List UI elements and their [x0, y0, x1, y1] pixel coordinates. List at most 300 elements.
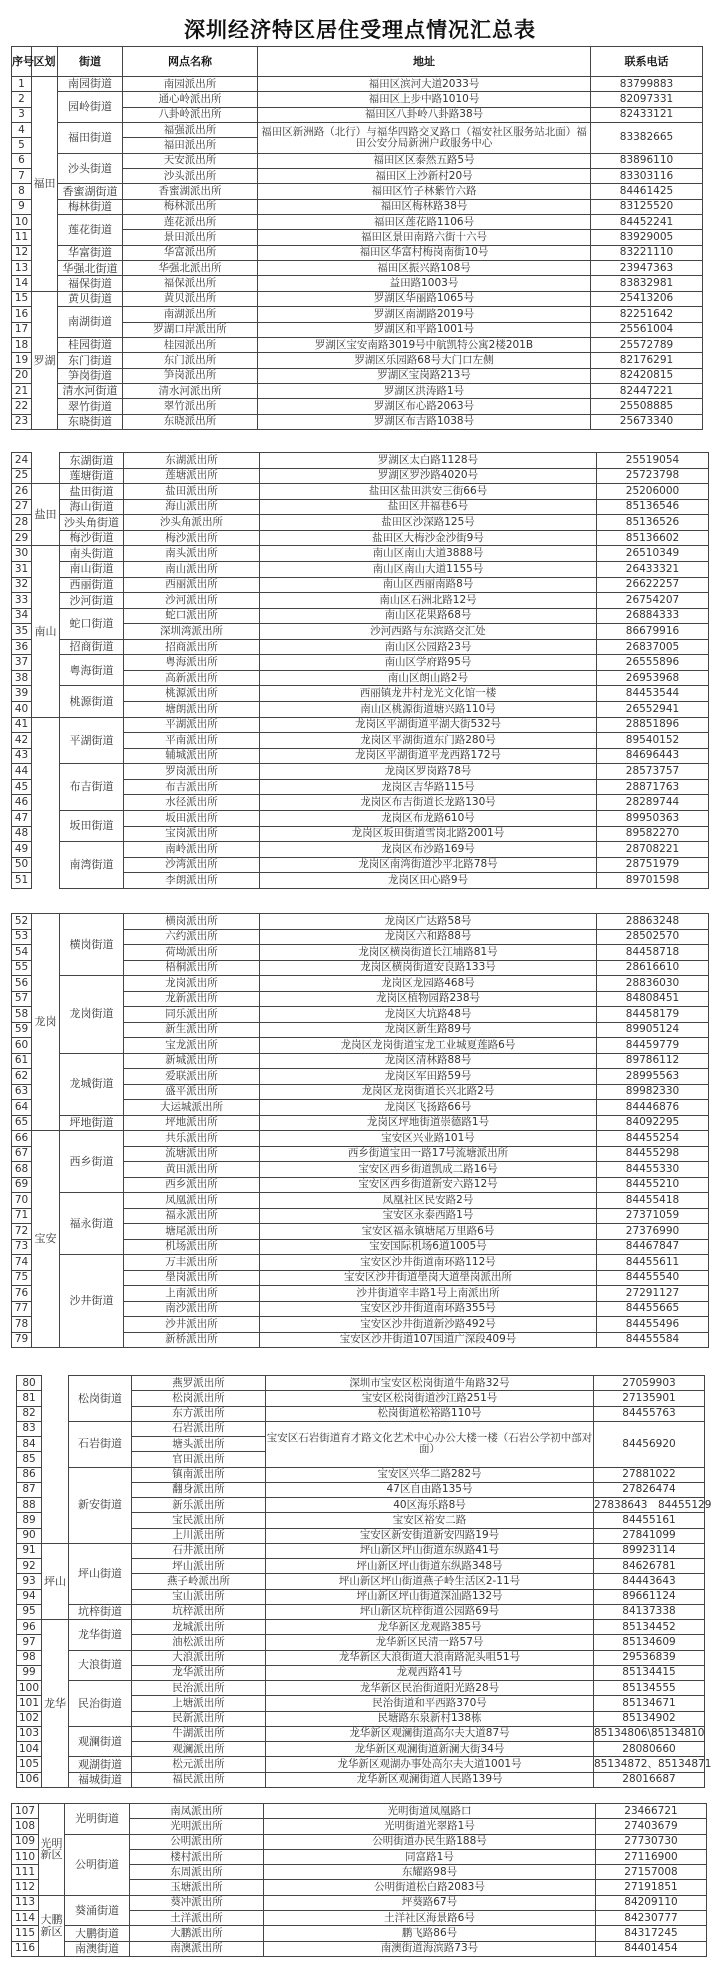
station-address: 坪山新区坪山街道燕子岭生活区2-11号: [266, 1574, 594, 1589]
street-cell: 大浪街道: [69, 1650, 132, 1681]
table-row: [12, 1926, 707, 1941]
station-name: 塘尾派出所: [124, 1224, 260, 1240]
district-cell: 坪山: [42, 1543, 69, 1619]
station-phone: 84455665: [597, 1301, 709, 1317]
column-header-station: 网点名称: [123, 47, 258, 77]
row-number: 53: [12, 929, 32, 945]
station-address: 龙华新区观澜街道新澜大街34号: [266, 1742, 594, 1757]
table-row: [12, 717, 709, 733]
street-cell: 梅沙街道: [60, 530, 124, 546]
row-number: 68: [12, 1162, 32, 1178]
station-phone: 26433321: [597, 561, 709, 577]
station-phone: 27135901: [594, 1391, 705, 1406]
station-name: 南岭派出所: [124, 842, 260, 858]
station-name: 宝龙派出所: [124, 1038, 260, 1054]
row-number: 75: [12, 1270, 32, 1286]
station-name: 新乐派出所: [132, 1498, 266, 1513]
station-name: 大运城派出所: [124, 1100, 260, 1116]
street-cell: 园岭街道: [58, 92, 123, 123]
station-name: 香蜜湖派出所: [123, 184, 258, 199]
column-header-district: 区划: [32, 47, 58, 77]
row-number: 10: [12, 215, 32, 230]
station-name: 壆岗派出所: [124, 1270, 260, 1286]
station-name: 楼村派出所: [130, 1849, 264, 1864]
street-cell: 东门街道: [58, 353, 123, 368]
station-address: 龙华新区大浪街道大浪南路泥头咀51号: [266, 1650, 594, 1665]
station-name: 燕罗派出所: [132, 1376, 266, 1391]
row-number: 14: [12, 276, 32, 291]
street-cell: 桃源街道: [60, 686, 124, 717]
station-address: 福田区区泰然五路5号: [258, 153, 591, 168]
row-number: 24: [12, 453, 32, 469]
station-phone: 27376990: [597, 1224, 709, 1240]
station-phone: 28289744: [597, 795, 709, 811]
station-address: 龙岗区龙园路468号: [260, 976, 597, 992]
station-phone: 84455330: [597, 1162, 709, 1178]
station-name: 南园派出所: [123, 77, 258, 92]
station-address: 宝安区新安街道新安四路19号: [266, 1528, 594, 1543]
street-cell: 沙井街道: [60, 1255, 124, 1348]
table-row: [12, 1115, 709, 1131]
row-number: 85: [17, 1452, 42, 1467]
station-name: 石井派出所: [132, 1543, 266, 1558]
station-name: 粤海派出所: [124, 655, 260, 671]
station-address: 宝安区福永镇塘尾万里路6号: [260, 1224, 597, 1240]
station-phone: 26622257: [597, 577, 709, 593]
row-number: 45: [12, 779, 32, 795]
table-section-1: [11, 46, 703, 430]
station-phone: 84452241: [591, 215, 703, 230]
street-cell: 笋岗街道: [58, 368, 123, 383]
station-address: 龙岗区平湖街道东门路280号: [260, 733, 597, 749]
station-name: 福保派出所: [123, 276, 258, 291]
station-phone: 83125520: [591, 199, 703, 214]
street-cell: 坂田街道: [60, 810, 124, 841]
row-number: 98: [17, 1650, 42, 1665]
station-address: 深圳市宝安区松岗街道牛角路32号: [266, 1376, 594, 1391]
station-name: 爱联派出所: [124, 1069, 260, 1085]
station-phone: 27403679: [596, 1819, 707, 1834]
row-number: 74: [12, 1255, 32, 1271]
station-address: 龙华新区民治街道阳光路28号: [266, 1681, 594, 1696]
station-name: 公明派出所: [130, 1834, 264, 1849]
table-row: [17, 1726, 705, 1741]
table-row: [12, 499, 709, 515]
station-phone: 86679916: [597, 624, 709, 640]
station-phone: 26953968: [597, 670, 709, 686]
station-address: 罗湖区乐园路68号大门口左侧: [258, 353, 591, 368]
street-cell: 南湾街道: [60, 842, 124, 889]
station-address: 沙河西路与东滨路交汇处: [260, 624, 597, 640]
row-number: 37: [12, 655, 32, 671]
station-address: 罗湖区布吉路1038号: [258, 414, 591, 429]
row-number: 32: [12, 577, 32, 593]
row-number: 105: [17, 1757, 42, 1772]
station-address: 龙华新区观澜街道人民路139号: [266, 1772, 594, 1787]
station-address: 南澳街道海滨路73号: [264, 1941, 596, 1956]
station-name: 沙头角派出所: [124, 515, 260, 531]
station-phone: 89905124: [597, 1022, 709, 1038]
street-cell: 香蜜湖街道: [58, 184, 123, 199]
station-phone: 28616610: [597, 960, 709, 976]
street-cell: 粤海街道: [60, 655, 124, 686]
station-phone: 25723798: [597, 468, 709, 484]
station-address: 宝安区沙井街道壆岗大道壆岗派出所: [260, 1270, 597, 1286]
table-row: [12, 261, 703, 276]
table-row: [17, 1650, 705, 1665]
station-name: 东方派出所: [132, 1406, 266, 1421]
row-number: 18: [12, 337, 32, 352]
row-number: 114: [12, 1911, 39, 1926]
station-address: 福田区竹子林紫竹六路: [258, 184, 591, 199]
station-phone: 26555896: [597, 655, 709, 671]
table-row: [17, 1421, 705, 1436]
station-phone: 82097331: [591, 92, 703, 107]
station-address: 罗湖区南湖路2019号: [258, 307, 591, 322]
table-row: [12, 353, 703, 368]
station-address: 罗湖区宝安南路3019号中航凯特公寓2楼201B: [258, 337, 591, 352]
station-name: 黄田派出所: [124, 1162, 260, 1178]
station-name: 流塘派出所: [124, 1146, 260, 1162]
station-name: 清水河派出所: [123, 383, 258, 398]
row-number: 17: [12, 322, 32, 337]
station-name: 上川派出所: [132, 1528, 266, 1543]
station-address: 南山区石洲北路12号: [260, 593, 597, 609]
station-address: 宝安区西乡街道凯成二路16号: [260, 1162, 597, 1178]
row-number: 67: [12, 1146, 32, 1162]
street-cell: 新安街道: [69, 1467, 132, 1543]
row-number: 88: [17, 1498, 42, 1513]
table-row: [12, 1131, 709, 1147]
street-cell: 黄贝街道: [58, 291, 123, 306]
station-phone: 82420815: [591, 368, 703, 383]
street-cell: 海山街道: [60, 499, 124, 515]
station-name: 坑梓派出所: [132, 1604, 266, 1619]
station-phone: 84401454: [596, 1941, 707, 1956]
station-name: 东湖派出所: [124, 453, 260, 469]
station-name: 龙华派出所: [132, 1665, 266, 1680]
station-name: 牛湖派出所: [132, 1726, 266, 1741]
station-address: 龙岗区大坑路48号: [260, 1007, 597, 1023]
station-address: 土洋社区海景路6号: [264, 1911, 596, 1926]
station-address: 宝安国际机场6道1005号: [260, 1239, 597, 1255]
station-phone: 83303116: [591, 169, 703, 184]
station-phone: 29536839: [594, 1650, 705, 1665]
station-address: 福田区上步中路1010号: [258, 92, 591, 107]
district-cell: [32, 453, 60, 484]
station-phone: 27191851: [596, 1880, 707, 1895]
station-address: 龙岗区布龙路610号: [260, 810, 597, 826]
station-address: 龙岗区清林路88号: [260, 1053, 597, 1069]
station-phone: 28995563: [597, 1069, 709, 1085]
station-phone: 85134872、85134871: [594, 1757, 705, 1772]
station-phone: 25673340: [591, 414, 703, 429]
row-number: 55: [12, 960, 32, 976]
row-number: 113: [12, 1895, 39, 1910]
station-address: 民塘路东泉新村138栋: [266, 1711, 594, 1726]
table-section-2: [11, 452, 709, 889]
row-number: 82: [17, 1406, 42, 1421]
station-name: 梅林派出所: [123, 199, 258, 214]
row-number: 36: [12, 639, 32, 655]
row-number: 73: [12, 1239, 32, 1255]
row-number: 99: [17, 1665, 42, 1680]
column-header-phone: 联系电话: [591, 47, 703, 77]
station-name: 平南派出所: [124, 733, 260, 749]
street-cell: 西丽街道: [60, 577, 124, 593]
row-number: 112: [12, 1880, 39, 1895]
row-number: 12: [12, 245, 32, 260]
station-address: 龙岗区罗岗路78号: [260, 764, 597, 780]
district-cell: 福田: [32, 77, 58, 292]
street-cell: 公明街道: [65, 1834, 130, 1895]
row-number: 92: [17, 1559, 42, 1574]
station-address: 福田区新洲路（北行）与福华四路交叉路口（福安社区服务站北面）福田公安分局新洲户政服务中心: [258, 123, 591, 154]
row-number: 7: [12, 169, 32, 184]
station-phone: 82433121: [591, 107, 703, 122]
station-address: 坪山新区坪山街道东纵路41号: [266, 1543, 594, 1558]
station-address: 光明街道光翠路1号: [264, 1819, 596, 1834]
station-address: 光明街道凤凰路口: [264, 1804, 596, 1819]
station-address: 龙观西路41号: [266, 1665, 594, 1680]
station-address: 益田路1003号: [258, 276, 591, 291]
station-name: 观澜派出所: [132, 1742, 266, 1757]
row-number: 3: [12, 107, 32, 122]
station-name: 辅城派出所: [124, 748, 260, 764]
station-name: 上塘派出所: [132, 1696, 266, 1711]
row-number: 108: [12, 1819, 39, 1834]
street-cell: 沙头街道: [58, 153, 123, 184]
row-number: 90: [17, 1528, 42, 1543]
station-phone: 28851896: [597, 717, 709, 733]
street-cell: 南山街道: [60, 561, 124, 577]
station-phone: 85134555: [594, 1681, 705, 1696]
table-row: [17, 1772, 705, 1787]
station-phone: 84443643: [594, 1574, 705, 1589]
station-address: 龙岗区植物园路238号: [260, 991, 597, 1007]
station-name: 沙湾派出所: [124, 857, 260, 873]
station-name: 宝岗派出所: [124, 826, 260, 842]
row-number: 72: [12, 1224, 32, 1240]
station-phone: 27116900: [596, 1849, 707, 1864]
station-phone: 26837005: [597, 639, 709, 655]
row-number: 102: [17, 1711, 42, 1726]
station-name: 翻身派出所: [132, 1482, 266, 1497]
station-name: 凤凰派出所: [124, 1193, 260, 1209]
row-number: 5: [12, 138, 32, 153]
row-number: 1: [12, 77, 32, 92]
station-name: 镇南派出所: [132, 1467, 266, 1482]
street-cell: 平湖街道: [60, 717, 124, 764]
row-number: 25: [12, 468, 32, 484]
station-address: 福田区华富村梅岗南街10号: [258, 245, 591, 260]
station-address: 西乡街道宝田一路17号流塘派出所: [260, 1146, 597, 1162]
station-address: 福田区梅林路38号: [258, 199, 591, 214]
station-name: 东周派出所: [130, 1865, 264, 1880]
table-row: [12, 153, 703, 168]
street-cell: 坪山街道: [69, 1543, 132, 1604]
row-number: 111: [12, 1865, 39, 1880]
station-address: 坪山新区坪山街道深汕路132号: [266, 1589, 594, 1604]
row-number: 94: [17, 1589, 42, 1604]
row-number: 50: [12, 857, 32, 873]
station-name: 松岗派出所: [132, 1391, 266, 1406]
station-phone: 84209110: [596, 1895, 707, 1910]
street-cell: 翠竹街道: [58, 399, 123, 414]
district-cell: 罗湖: [32, 291, 58, 429]
row-number: 77: [12, 1301, 32, 1317]
station-name: 八卦岭派出所: [123, 107, 258, 122]
row-number: 54: [12, 945, 32, 961]
station-phone: 84808451: [597, 991, 709, 1007]
table-row: [12, 184, 703, 199]
table-row: [12, 546, 709, 562]
station-phone: 84455540: [597, 1270, 709, 1286]
table-row: [12, 368, 703, 383]
station-name: 葵冲派出所: [130, 1895, 264, 1910]
station-address: 龙岗区龙岗街道宝龙工业城夏莲路6号: [260, 1038, 597, 1054]
station-phone: 28502570: [597, 929, 709, 945]
station-name: 天安派出所: [123, 153, 258, 168]
table-row: [12, 914, 709, 930]
district-cell: 龙岗: [32, 914, 60, 1131]
street-cell: 盐田街道: [60, 484, 124, 500]
row-number: 56: [12, 976, 32, 992]
station-name: 盐田派出所: [124, 484, 260, 500]
street-cell: 东晓街道: [58, 414, 123, 429]
row-number: 60: [12, 1038, 32, 1054]
station-address: 龙岗区布吉街道长龙路130号: [260, 795, 597, 811]
station-name: 西丽派出所: [124, 577, 260, 593]
station-phone: 27838643 84455129: [594, 1498, 705, 1513]
station-address: 同富路1号: [264, 1849, 596, 1864]
street-cell: 石岩街道: [69, 1421, 132, 1467]
table-row: [12, 414, 703, 429]
street-cell: 南头街道: [60, 546, 124, 562]
station-phone: 82176291: [591, 353, 703, 368]
station-phone: 25519054: [597, 453, 709, 469]
station-phone: 89701598: [597, 873, 709, 889]
station-address: 40区海乐路8号: [266, 1498, 594, 1513]
table-row: [17, 1376, 705, 1391]
table-row: [12, 337, 703, 352]
row-number: 31: [12, 561, 32, 577]
station-name: 通心岭派出所: [123, 92, 258, 107]
table-row: [12, 515, 709, 531]
row-number: 103: [17, 1726, 42, 1741]
table-row: [12, 484, 709, 500]
station-phone: 89540152: [597, 733, 709, 749]
table-row: [12, 842, 709, 858]
station-phone: 26754207: [597, 593, 709, 609]
station-name: 盛平派出所: [124, 1084, 260, 1100]
station-name: 平湖派出所: [124, 717, 260, 733]
table-row: [12, 1941, 707, 1956]
station-address: 南山区南山大道1155号: [260, 561, 597, 577]
station-phone: 28573757: [597, 764, 709, 780]
table-row: [17, 1757, 705, 1772]
row-number: 69: [12, 1177, 32, 1193]
table-row: [12, 1834, 707, 1849]
table-row: [12, 77, 703, 92]
station-name: 桂园派出所: [123, 337, 258, 352]
row-number: 51: [12, 873, 32, 889]
street-cell: 葵涌街道: [65, 1895, 130, 1926]
station-phone: 25508885: [591, 399, 703, 414]
station-name: 深圳湾派出所: [124, 624, 260, 640]
station-phone: 84230777: [596, 1911, 707, 1926]
street-cell: 华强北街道: [58, 261, 123, 276]
street-cell: 观湖街道: [69, 1757, 132, 1772]
station-phone: 84459779: [597, 1038, 709, 1054]
row-number: 44: [12, 764, 32, 780]
station-phone: 28708221: [597, 842, 709, 858]
station-name: 民治派出所: [132, 1681, 266, 1696]
station-phone: 85136546: [597, 499, 709, 515]
station-name: 同乐派出所: [124, 1007, 260, 1023]
station-name: 油松派出所: [132, 1635, 266, 1650]
station-phone: 85136602: [597, 530, 709, 546]
station-phone: 28836030: [597, 976, 709, 992]
station-name: 坪山派出所: [132, 1559, 266, 1574]
row-number: 52: [12, 914, 32, 930]
station-name: 高新派出所: [124, 670, 260, 686]
station-address: 宝安区松岗街道沙江路251号: [266, 1391, 594, 1406]
station-phone: 84626781: [594, 1559, 705, 1574]
station-address: 龙岗区飞扬路66号: [260, 1100, 597, 1116]
row-number: 23: [12, 414, 32, 429]
station-name: 宝民派出所: [132, 1513, 266, 1528]
station-address: 龙华新区观湖办事处高尔夫大道1001号: [266, 1757, 594, 1772]
station-phone: 84455611: [597, 1255, 709, 1271]
station-name: 新桥派出所: [124, 1332, 260, 1348]
row-number: 97: [17, 1635, 42, 1650]
table-row: [17, 1467, 705, 1482]
station-address: 坪山新区坪山街道东纵路348号: [266, 1559, 594, 1574]
table-row: [12, 453, 709, 469]
station-name: 土洋派出所: [130, 1911, 264, 1926]
station-address: 宝安区兴业路101号: [260, 1131, 597, 1147]
table-row: [12, 92, 703, 107]
station-address: 罗湖区太白路1128号: [260, 453, 597, 469]
station-address: 47区自由路135号: [266, 1482, 594, 1497]
station-address: 坪葵路67号: [264, 1895, 596, 1910]
station-name: 坪地派出所: [124, 1115, 260, 1131]
station-phone: 28080660: [594, 1742, 705, 1757]
station-name: 松元派出所: [132, 1757, 266, 1772]
station-address: 盐田区大梅沙金沙街9号: [260, 530, 597, 546]
street-cell: 桂园街道: [58, 337, 123, 352]
table-section-3: [11, 913, 709, 1348]
street-cell: 布吉街道: [60, 764, 124, 811]
station-address: 南山区南山大道3888号: [260, 546, 597, 562]
station-name: 招商派出所: [124, 639, 260, 655]
station-address: 龙岗区龙岗街道长兴北路2号: [260, 1084, 597, 1100]
row-number: 2: [12, 92, 32, 107]
station-phone: 83896110: [591, 153, 703, 168]
row-number: 49: [12, 842, 32, 858]
row-number: 110: [12, 1849, 39, 1864]
station-address: 福田区滨河大道2033号: [258, 77, 591, 92]
station-phone: 25206000: [597, 484, 709, 500]
street-cell: 南湖街道: [58, 307, 123, 338]
row-number: 20: [12, 368, 32, 383]
street-cell: 龙岗街道: [60, 976, 124, 1054]
station-name: 燕子岭派出所: [132, 1574, 266, 1589]
station-address: 南山区朗山路2号: [260, 670, 597, 686]
station-address: 福田区振兴路108号: [258, 261, 591, 276]
column-header-address: 地址: [258, 47, 591, 77]
